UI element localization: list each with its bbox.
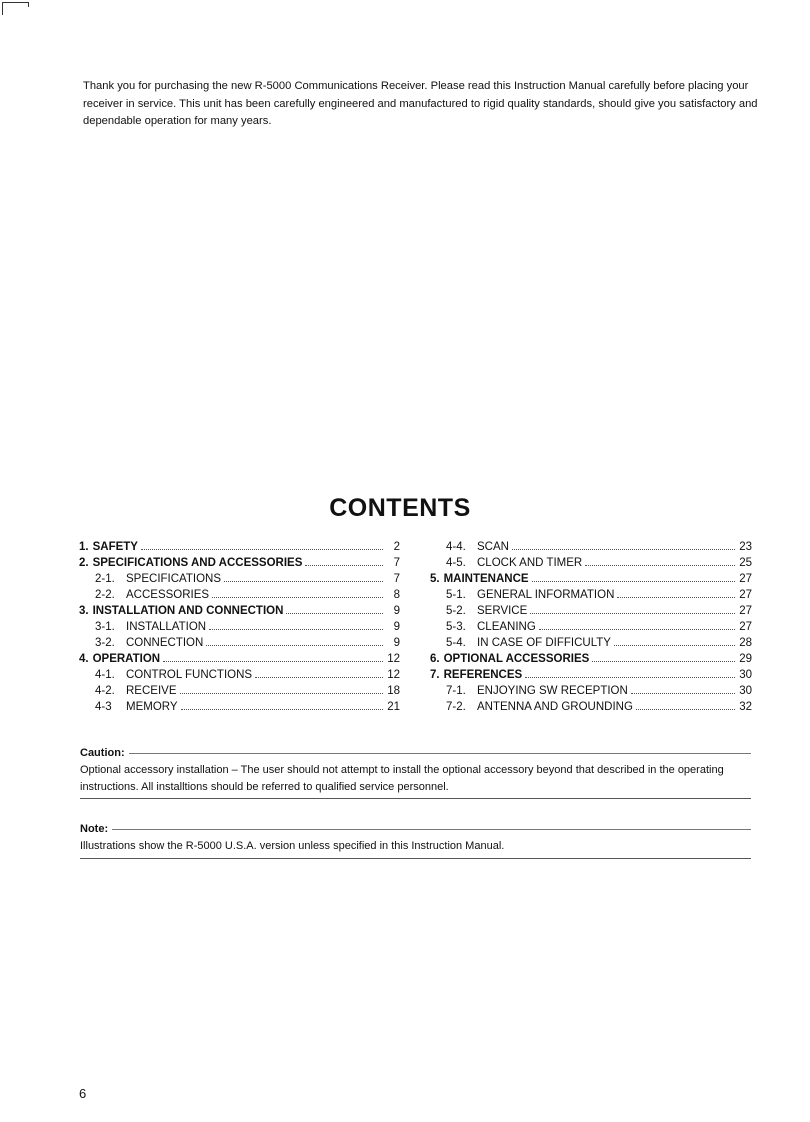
toc-entry-number: 5. xyxy=(430,573,440,585)
toc-entry xyxy=(79,650,400,666)
toc-entry-page: 8 xyxy=(393,589,400,601)
caution-rule xyxy=(129,753,751,754)
toc-entry xyxy=(430,602,752,618)
toc-entry-title: CONNECTION xyxy=(126,637,204,649)
toc-entry-page: 27 xyxy=(739,621,752,633)
intro-paragraph: Thank you for purchasing the new R-5000 Communications Receiver. Please read this Instruction Manual carefully before placing your receiver in service. This unit has been carefully engineered and manufactured to rigid quality standards, should give you satisfactory and dependable operation for many years. xyxy=(83,80,758,127)
toc-dot-leader xyxy=(163,650,383,662)
toc-entry-page: 9 xyxy=(393,637,400,649)
toc-entry-page: 28 xyxy=(739,637,752,649)
toc-entry-number: 7-2. xyxy=(446,701,466,713)
toc-dot-leader xyxy=(585,554,735,566)
toc-dot-leader xyxy=(592,650,735,662)
toc-entry xyxy=(430,618,752,634)
toc-entry-page: 30 xyxy=(739,685,752,697)
toc-dot-leader xyxy=(305,554,383,566)
toc-entry-number: 1. xyxy=(79,541,89,553)
toc-entry-title: MEMORY xyxy=(126,701,178,713)
toc-dot-leader xyxy=(286,602,383,614)
toc-entry-number: 4-1. xyxy=(95,669,115,681)
toc-entry-number: 4-2. xyxy=(95,685,115,697)
toc-entry-number: 4-5. xyxy=(446,557,466,569)
toc-entry-number: 6. xyxy=(430,653,440,665)
toc-entry xyxy=(430,586,752,602)
toc-entry-title: CONTROL FUNCTIONS xyxy=(126,669,253,681)
toc-entry-title: IN CASE OF DIFFICULTY xyxy=(477,637,611,649)
toc-entry-page: 12 xyxy=(387,653,400,665)
toc-entry-page: 27 xyxy=(739,589,752,601)
toc-entry-number: 2-2. xyxy=(95,589,115,601)
toc-dot-leader xyxy=(141,538,383,550)
toc-right-column xyxy=(430,538,752,714)
toc-entry-title: SPECIFICATIONS xyxy=(126,573,221,585)
toc-entry-title: OPTIONAL ACCESSORIES xyxy=(443,653,590,665)
toc-entry xyxy=(79,618,400,634)
toc-entry-page: 7 xyxy=(393,573,400,585)
toc-entry-title: CLEANING xyxy=(477,621,536,633)
toc-entry xyxy=(79,586,400,602)
note-box xyxy=(80,822,751,859)
toc-dot-leader xyxy=(212,586,383,598)
toc-dot-leader xyxy=(224,570,383,582)
toc-entry-title: SPECIFICATIONS AND ACCESSORIES xyxy=(92,557,303,569)
toc-entry xyxy=(430,570,752,586)
note-text: Illustrations show the R-5000 U.S.A. version unless specified in this Instruction Manual. xyxy=(80,840,505,852)
toc-entry xyxy=(430,634,752,650)
toc-dot-leader xyxy=(209,618,383,630)
toc-entry-page: 30 xyxy=(739,669,752,681)
toc-dot-leader xyxy=(181,698,383,710)
toc-left-column xyxy=(79,538,400,714)
toc-dot-leader xyxy=(180,682,384,694)
toc-entry-number: 2. xyxy=(79,557,89,569)
toc-entry-title: ANTENNA AND GROUNDING xyxy=(477,701,633,713)
toc-dot-leader xyxy=(255,666,383,678)
note-bottom-rule xyxy=(80,858,751,859)
toc-entry-title: ENJOYING SW RECEPTION xyxy=(477,685,628,697)
toc-entry-number: 5-3. xyxy=(446,621,466,633)
toc-dot-leader xyxy=(631,682,735,694)
toc-entry-title: OPERATION xyxy=(92,653,161,665)
toc-entry xyxy=(430,650,752,666)
toc-entry-number: 7. xyxy=(430,669,440,681)
toc-entry-page: 32 xyxy=(739,701,752,713)
toc-entry-title: INSTALLATION xyxy=(126,621,207,633)
toc-entry-title: SAFETY xyxy=(92,541,138,553)
toc-entry xyxy=(430,554,752,570)
toc-dot-leader xyxy=(530,602,735,614)
toc-entry-title: ACCESSORIES xyxy=(126,589,210,601)
caution-text: Optional accessory installation – The user should not attempt to install the optional accessory beyond that described in the operating instructions. All installtions should be referred to qualified service personnel. xyxy=(80,764,724,793)
toc-entry-page: 27 xyxy=(739,573,752,585)
toc-dot-leader xyxy=(532,570,735,582)
toc-entry xyxy=(79,602,400,618)
toc-entry xyxy=(430,538,752,554)
page-number: 6 xyxy=(79,1086,87,1101)
toc-entry xyxy=(79,538,400,554)
toc-entry xyxy=(430,666,752,682)
toc-entry-number: 4-4. xyxy=(446,541,466,553)
toc-entry-number: 3-1. xyxy=(95,621,115,633)
caution-label: Caution: xyxy=(80,747,125,759)
contents-title: CONTENTS xyxy=(329,494,471,522)
toc-entry xyxy=(430,698,752,714)
toc-entry xyxy=(79,682,400,698)
toc-entry-page: 23 xyxy=(739,541,752,553)
toc-entry-page: 9 xyxy=(393,621,400,633)
toc-dot-leader xyxy=(525,666,735,678)
toc-dot-leader xyxy=(539,618,735,630)
toc-dot-leader xyxy=(512,538,735,550)
toc-entry-title: REFERENCES xyxy=(443,669,523,681)
toc-entry-page: 21 xyxy=(387,701,400,713)
toc-entry-page: 25 xyxy=(739,557,752,569)
toc-entry-title: CLOCK AND TIMER xyxy=(477,557,583,569)
toc-dot-leader xyxy=(614,634,735,646)
toc-entry-page: 12 xyxy=(387,669,400,681)
toc-entry-number: 7-1. xyxy=(446,685,466,697)
toc-entry-page: 9 xyxy=(393,605,400,617)
toc-entry xyxy=(79,570,400,586)
toc-dot-leader xyxy=(206,634,383,646)
toc-entry-number: 5-2. xyxy=(446,605,466,617)
note-rule xyxy=(112,829,751,830)
toc-entry xyxy=(79,634,400,650)
note-label: Note: xyxy=(80,823,109,835)
toc-entry-page: 18 xyxy=(387,685,400,697)
toc-entry xyxy=(79,698,400,714)
toc-entry xyxy=(79,666,400,682)
toc-entry-title: GENERAL INFORMATION xyxy=(477,589,615,601)
caution-box xyxy=(80,746,751,799)
toc-entry-number: 5-4. xyxy=(446,637,466,649)
caution-bottom-rule xyxy=(80,798,751,799)
toc-entry-title: MAINTENANCE xyxy=(443,573,529,585)
toc-entry xyxy=(79,554,400,570)
toc-entry-title: RECEIVE xyxy=(126,685,177,697)
toc-entry-title: SERVICE xyxy=(477,605,528,617)
toc-entry-title: INSTALLATION AND CONNECTION xyxy=(92,605,284,617)
toc-entry-page: 7 xyxy=(393,557,400,569)
toc-entry-page: 27 xyxy=(739,605,752,617)
toc-entry-title: SCAN xyxy=(477,541,509,553)
toc-entry-number: 5-1. xyxy=(446,589,466,601)
toc-entry-number: 4-3 xyxy=(95,701,112,713)
toc-entry-number: 2-1. xyxy=(95,573,115,585)
corner-crop-mark xyxy=(2,2,29,15)
toc-entry-page: 2 xyxy=(393,541,400,553)
toc-entry xyxy=(430,682,752,698)
toc-dot-leader xyxy=(636,698,735,710)
toc-entry-number: 3-2. xyxy=(95,637,115,649)
toc-dot-leader xyxy=(617,586,735,598)
toc-entry-number: 3. xyxy=(79,605,89,617)
toc-entry-page: 29 xyxy=(739,653,752,665)
toc-entry-number: 4. xyxy=(79,653,89,665)
